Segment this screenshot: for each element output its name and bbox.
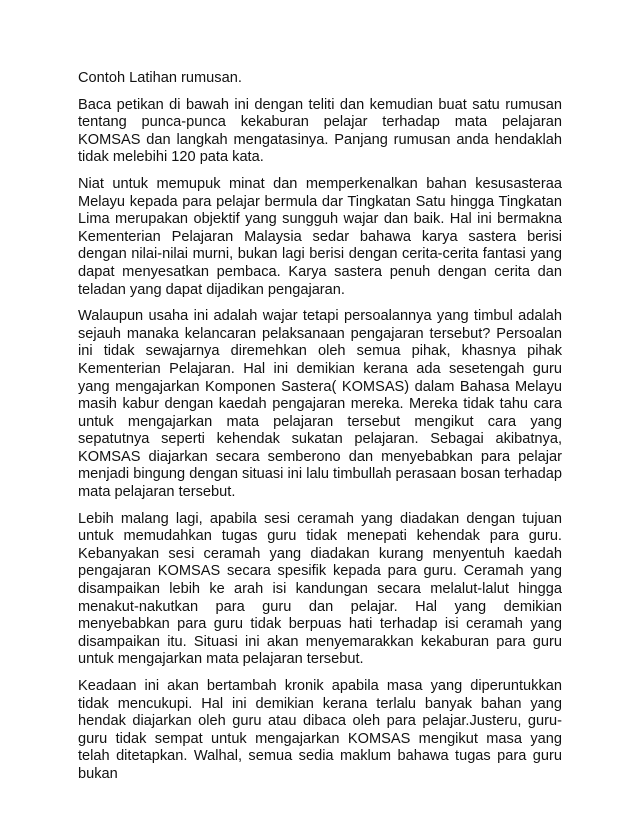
paragraph-1: Niat untuk memupuk minat dan memperkenalkan bahan kesusasteraa Melayu kepada para pelajar bermula dar Tingkatan Satu hingga Tingkatan Lima merupakan objektif yang sungguh wajar dan baik. Hal ini bermakna Kementerian Pelajaran Malaysia sedar bahawa karya sastera berisi dengan nilai-nilai murni, bukan lagi berisi dengan cerita-cerita fantasi yang dapat menyesatkan pembaca. Karya sastera penuh dengan cerita dan teladan yang dapat dijadikan pengajaran.: [78, 175, 562, 298]
paragraph-2: Walaupun usaha ini adalah wajar tetapi persoalannya yang timbul adalah sejauh manaka kelancaran pelaksanaan pengajaran tersebut? Persoalan ini tidak sewajarnya diremehkan oleh semua pihak, khasnya pihak Kementerian Pelajaran. Hal ini demikian kerana ada sesetengah guru yang mengajarkan Komponen Sastera( KOMSAS) dalam Bahasa Melayu masih kabur dengan kaedah pengajaran mereka. Mereka tidak tahu cara untuk mengajarkan mata pelajaran tersebut mengikut cara yang sepatutnya seperti kehendak sukatan pelajaran. Sebagai akibatnya, KOMSAS diajarkan secara semberono dan menyebabkan para pelajar menjadi bingung dengan situasi ini lalu timbullah perasaan bosan terhadap mata pelajaran tersebut.: [78, 308, 562, 501]
paragraph-3: Lebih malang lagi, apabila sesi ceramah yang diadakan dengan tujuan untuk memudahkan tugas guru tidak menepati kehendak para guru. Kebanyakan sesi ceramah yang diadakan kurang menyentuh kaedah pengajaran KOMSAS secara spesifik kepada para guru. Ceramah yang disampaikan lebih ke arah isi kandungan secara melalut-lalut hingga menakut-nakutkan para guru dan pelajar. Hal yang demikian menyebabkan para guru tidak berpuas hati terhadap isi ceramah yang disampaikan itu. Situasi ini akan menyemarakkan kekaburan para guru untuk mengajarkan mata pelajaran tersebut.: [78, 510, 562, 668]
paragraph-instructions: Baca petikan di bawah ini dengan teliti dan kemudian buat satu rumusan tentang punca-punca kekaburan pelajar terhadap mata pelajaran KOMSAS dan langkah mengatasinya. Panjang rumusan anda hendaklah tidak melebihi 120 pata kata.: [78, 96, 562, 166]
paragraph-4: Keadaan ini akan bertambah kronik apabila masa yang diperuntukkan tidak mencukupi. Hal ini demikian kerana terlalu banyak bahan yang hendak diajarkan oleh guru atau dibaca oleh para pelajar.Justeru, guru-guru tidak sempat untuk mengajarkan KOMSAS mengikut masa yang telah ditetapkan. Walhal, semua sedia maklum bahawa tugas para guru bukan: [78, 678, 562, 782]
document-page: [78, 70, 562, 793]
document-title: Contoh Latihan rumusan.: [78, 70, 242, 86]
